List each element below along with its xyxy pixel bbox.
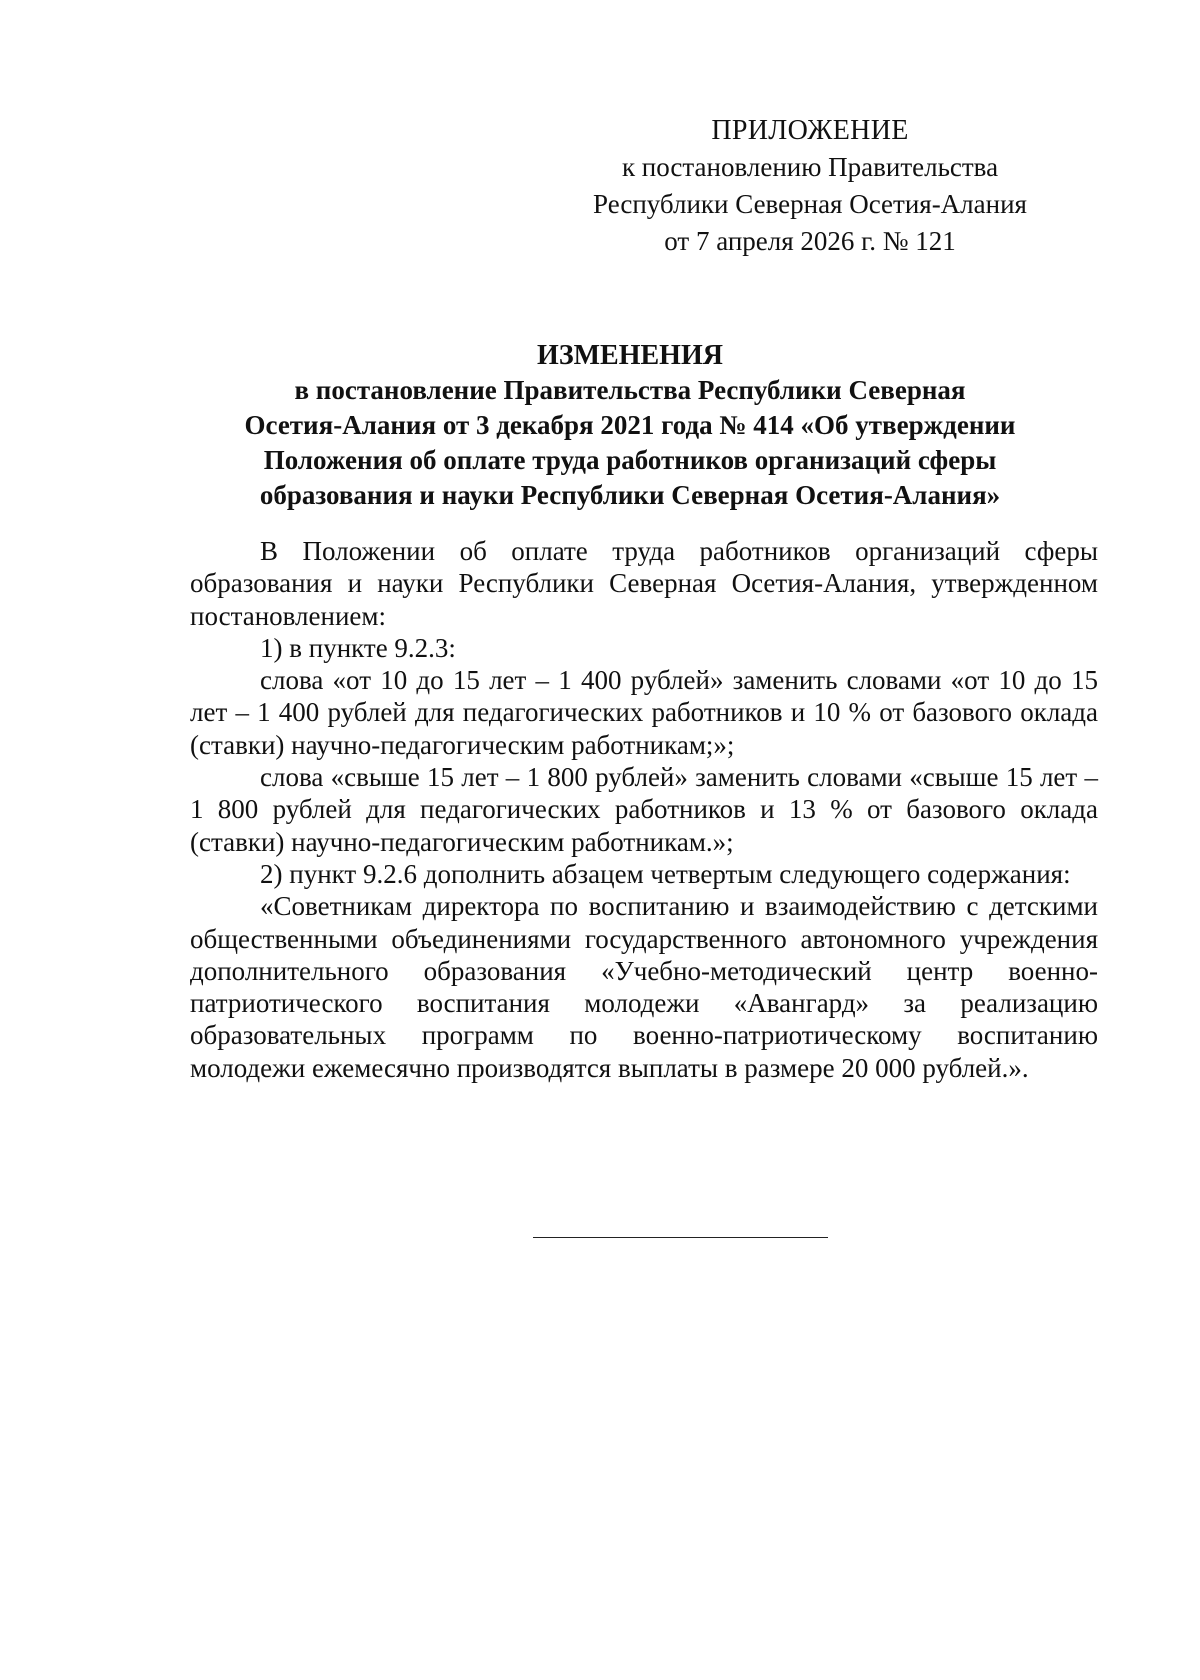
appendix-line-1: к постановлению Правительства xyxy=(621,152,999,182)
title-line-1: в постановление Правительства Республики Северная xyxy=(294,375,966,405)
body-paragraph-quote: «Советникам директора по воспитанию и взаимодействию с детскими общественными объединениями государственного автономного учреждения дополнительного образования «Учебно-методический центр военно-патриотического воспитания молодежи «Авангард» за реализацию образовательных программ по военно-патриотическому воспитанию молодежи ежемесячно производятся выплаты в размере 20 000 рублей.». xyxy=(190,891,1098,1083)
title-line-4: образования и науки Республики Северная Осетия-Алания» xyxy=(259,480,1001,510)
appendix-line-3: от 7 апреля 2026 г. № 121 xyxy=(664,226,956,256)
title-line-3: Положения об оплате труда работников организаций сферы xyxy=(263,445,997,475)
body-paragraph-item-2: 2) пункт 9.2.6 дополнить абзацем четвертым следующего содержания: xyxy=(260,858,1071,889)
appendix-line-2: Республики Северная Осетия-Алания xyxy=(593,189,1027,219)
document-body xyxy=(190,535,1098,1084)
closing-rule xyxy=(533,1237,828,1238)
body-paragraph-intro: В Положении об оплате труда работников организаций сферы образования и науки Республики Северная Осетия-Алания, утвержденном постановлением: xyxy=(190,536,1098,631)
body-paragraph-amend-1: слова «от 10 до 15 лет – 1 400 рублей» заменить словами «от 10 до 15 лет – 1 400 рублей для педагогических работников и 10 % от базового оклада (ставки) научно-педагогическим работникам;»; xyxy=(190,665,1098,760)
document-title xyxy=(190,338,1070,513)
title-main: ИЗМЕНЕНИЯ xyxy=(537,340,723,371)
title-line-2: Осетия-Алания от 3 декабря 2021 года № 414 «Об утверждении xyxy=(244,410,1016,440)
appendix-header xyxy=(580,112,1040,260)
appendix-heading: ПРИЛОЖЕНИЕ xyxy=(711,115,909,146)
body-paragraph-item-1: 1) в пункте 9.2.3: xyxy=(260,632,456,663)
body-paragraph-amend-2: слова «свыше 15 лет – 1 800 рублей» заменить словами «свыше 15 лет – 1 800 рублей для педагогических работников и 13 % от базового оклада (ставки) научно-педагогическим работникам.»; xyxy=(190,762,1098,857)
